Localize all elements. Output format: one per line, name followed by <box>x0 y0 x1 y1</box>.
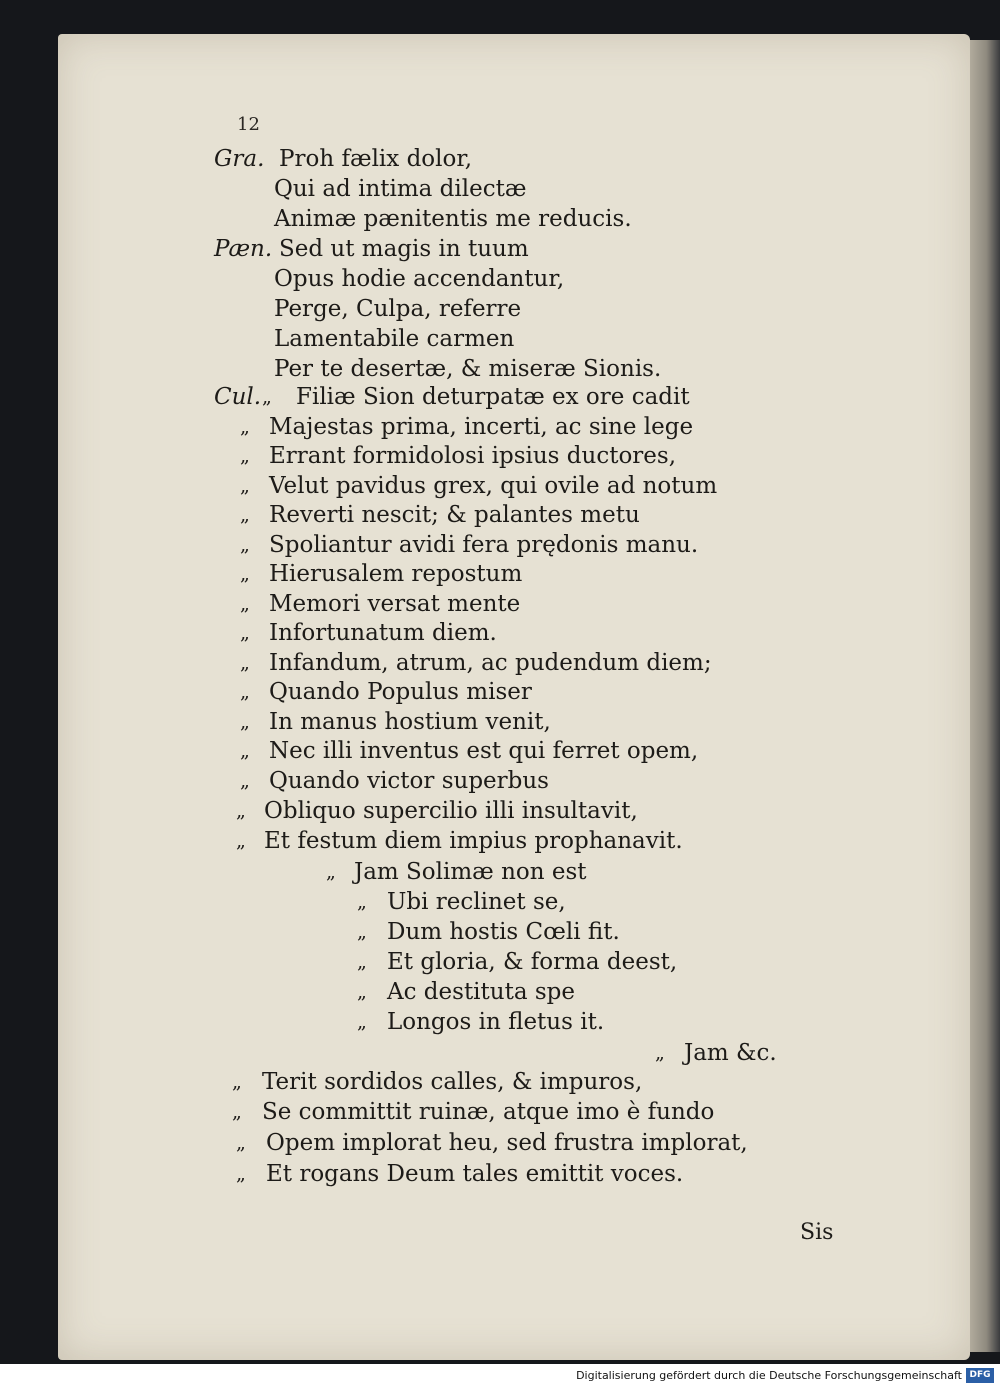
quote-mark: „ <box>240 681 250 703</box>
verse-line: Opus hodie accendantur, <box>274 266 565 292</box>
quote-mark: „ <box>240 534 250 556</box>
quote-mark: „ <box>232 1101 242 1123</box>
quote-mark: „ <box>326 861 336 883</box>
verse-line: Ubi reclinet se, <box>387 889 566 915</box>
verse-line: In manus hostium venit, <box>269 709 551 735</box>
quote-mark: „ <box>236 800 246 822</box>
speaker-cul: Cul. <box>214 384 262 410</box>
refrain-line: Jam &c. <box>684 1040 777 1066</box>
funding-notice: Digitalisierung gefördert durch die Deutsche Forschungsgemeinschaft <box>576 1369 962 1382</box>
quote-mark: „ <box>240 622 250 644</box>
quote-mark: „ <box>240 416 250 438</box>
verse-line: Et festum diem impius prophanavit. <box>264 828 683 854</box>
speaker-pan: Pæn. <box>214 236 273 262</box>
verse-line: Dum hostis Cœli fit. <box>387 919 620 945</box>
quote-mark: „ <box>357 921 367 943</box>
verse-line: Longos in fletus it. <box>387 1009 605 1035</box>
quote-mark: „ <box>236 1163 246 1185</box>
verse-line: Animæ pænitentis me reducis. <box>274 206 632 232</box>
verse-line: Nec illi inventus est qui ferret opem, <box>269 738 699 764</box>
quote-mark: „ <box>357 981 367 1003</box>
verse-line: Jam Solimæ non est <box>354 859 587 885</box>
verse-line: Opem implorat heu, sed frustra implorat, <box>266 1130 748 1156</box>
verse-line: Et gloria, & forma deest, <box>387 949 678 975</box>
verse-line: Terit sordidos calles, & impuros, <box>262 1069 643 1095</box>
verse-line: Ac destituta spe <box>387 979 575 1005</box>
verse-line: Velut pavidus grex, qui ovile ad notum <box>269 473 718 499</box>
quote-mark: „ <box>240 711 250 733</box>
catchword: Sis <box>800 1220 834 1245</box>
verse-line: Perge, Culpa, referre <box>274 296 522 322</box>
verse-line: Quando Populus miser <box>269 679 532 705</box>
verse-line: Sed ut magis in tuum <box>279 236 529 262</box>
verse-line: Infandum, atrum, ac pudendum diem; <box>269 650 712 676</box>
quote-mark: „ <box>262 386 272 408</box>
quote-mark: „ <box>240 593 250 615</box>
verse-line: Errant formidolosi ipsius ductores, <box>269 443 677 469</box>
dfg-logo-icon: DFG <box>966 1368 994 1383</box>
quote-mark: „ <box>240 740 250 762</box>
verse-line: Reverti nescit; & palantes metu <box>269 502 640 528</box>
quote-mark: „ <box>240 475 250 497</box>
quote-mark: „ <box>357 891 367 913</box>
verse-line: Majestas prima, incerti, ac sine lege <box>269 414 694 440</box>
page-number: 12 <box>237 114 260 135</box>
verse-line: Filiæ Sion deturpatæ ex ore cadit <box>296 384 690 410</box>
quote-mark: „ <box>240 445 250 467</box>
verse-line: Lamentabile carmen <box>274 326 515 352</box>
quote-mark: „ <box>240 770 250 792</box>
verse-line: Hierusalem repostum <box>269 561 523 587</box>
quote-mark: „ <box>232 1071 242 1093</box>
quote-mark: „ <box>655 1042 665 1064</box>
verse-line: Obliquo supercilio illi insultavit, <box>264 798 638 824</box>
verse-line: Per te desertæ, & miseræ Sionis. <box>274 356 662 382</box>
verse-line: Quando victor superbus <box>269 768 549 794</box>
quote-mark: „ <box>240 652 250 674</box>
verse-line: Memori versat mente <box>269 591 521 617</box>
quote-mark: „ <box>236 830 246 852</box>
verse-line: Infortunatum diem. <box>269 620 497 646</box>
quote-mark: „ <box>236 1132 246 1154</box>
speaker-gra: Gra. <box>214 146 265 172</box>
quote-mark: „ <box>357 1011 367 1033</box>
quote-mark: „ <box>357 951 367 973</box>
quote-mark: „ <box>240 563 250 585</box>
verse-line: Proh fælix dolor, <box>279 146 473 172</box>
quote-mark: „ <box>240 504 250 526</box>
verse-line: Qui ad intima dilectæ <box>274 176 527 202</box>
page-edge <box>966 40 1000 1352</box>
verse-line: Se committit ruinæ, atque imo è fundo <box>262 1099 715 1125</box>
footer-bar <box>0 1364 1000 1388</box>
verse-line: Spoliantur avidi fera prędonis manu. <box>269 532 699 558</box>
verse-line: Et rogans Deum tales emittit voces. <box>266 1161 684 1187</box>
